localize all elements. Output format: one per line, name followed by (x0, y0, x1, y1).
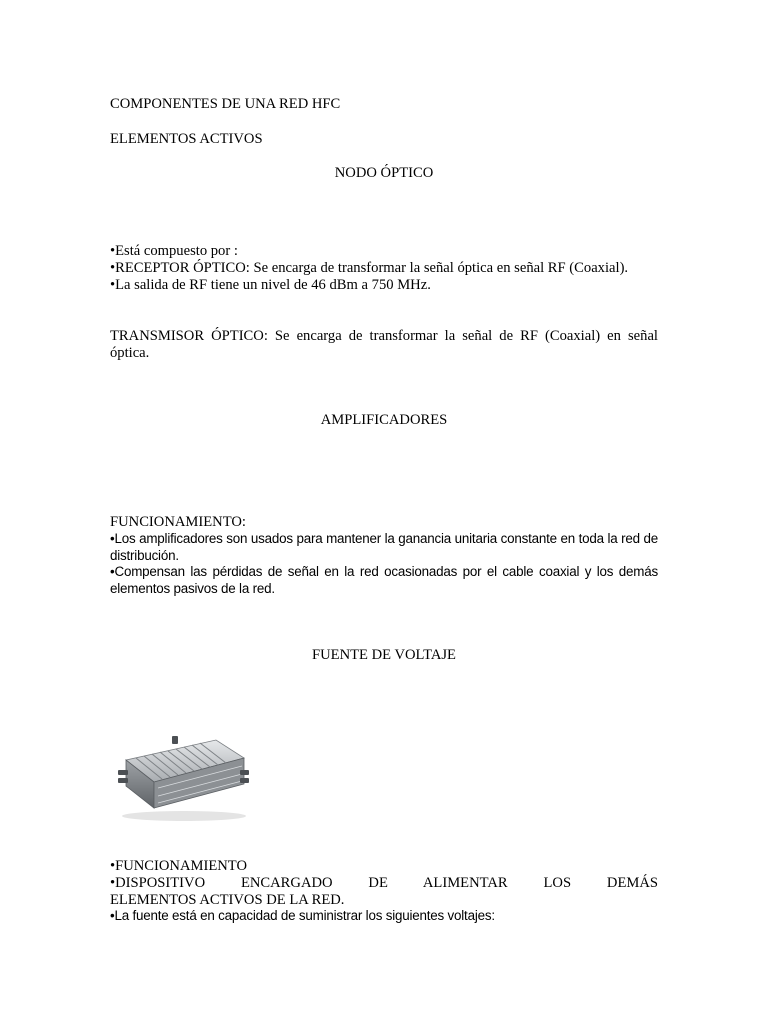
section-title-fuente-voltaje: FUENTE DE VOLTAJE (312, 647, 456, 663)
fuente-bullet-dispositivo-line1: •DISPOSITIVO ENCARGADO DE ALIMENTAR LOS DEMÁS (110, 874, 658, 891)
amplifier-device-photo-icon (112, 730, 252, 822)
fuente-bullet-dispositivo-line2: ELEMENTOS ACTIVOS DE LA RED. (110, 891, 345, 908)
amplificadores-bullet-ganancia: •Los amplificadores son usados para mantener la ganancia unitaria constante en toda la red de distribución. (110, 530, 658, 563)
amplificadores-label: FUNCIONAMIENTO: (110, 514, 246, 530)
amplificadores-body (110, 514, 658, 598)
section-heading-elementos-activos: ELEMENTOS ACTIVOS (110, 131, 263, 147)
section-title-amplificadores: AMPLIFICADORES (320, 412, 448, 428)
fuente-label: •FUNCIONAMIENTO (110, 858, 247, 874)
nodo-optico-body (110, 243, 658, 293)
fuente-body (110, 858, 658, 925)
nodo-line-receptor: •RECEPTOR ÓPTICO: Se encarga de transformar la señal óptica en señal RF (Coaxial). (110, 259, 629, 276)
section-title-nodo-optico: NODO ÓPTICO (334, 165, 434, 181)
nodo-line-compuesto: •Está compuesto por : (110, 243, 238, 259)
nodo-line-salida-rf: •La salida de RF tiene un nivel de 46 dBm a 750 MHz. (110, 276, 431, 293)
document-heading: COMPONENTES DE UNA RED HFC (110, 96, 341, 112)
fuente-bullet-voltajes: •La fuente está en capacidad de suministrar los siguientes voltajes: (110, 908, 495, 924)
amplificadores-bullet-perdidas: •Compensan las pérdidas de señal en la red ocasionadas por el cable coaxial y los demás elementos pasivos de la red. (110, 564, 658, 597)
nodo-line-transmisor: TRANSMISOR ÓPTICO: Se encarga de transformar la señal de RF (Coaxial) en señal óptica. (110, 328, 658, 361)
